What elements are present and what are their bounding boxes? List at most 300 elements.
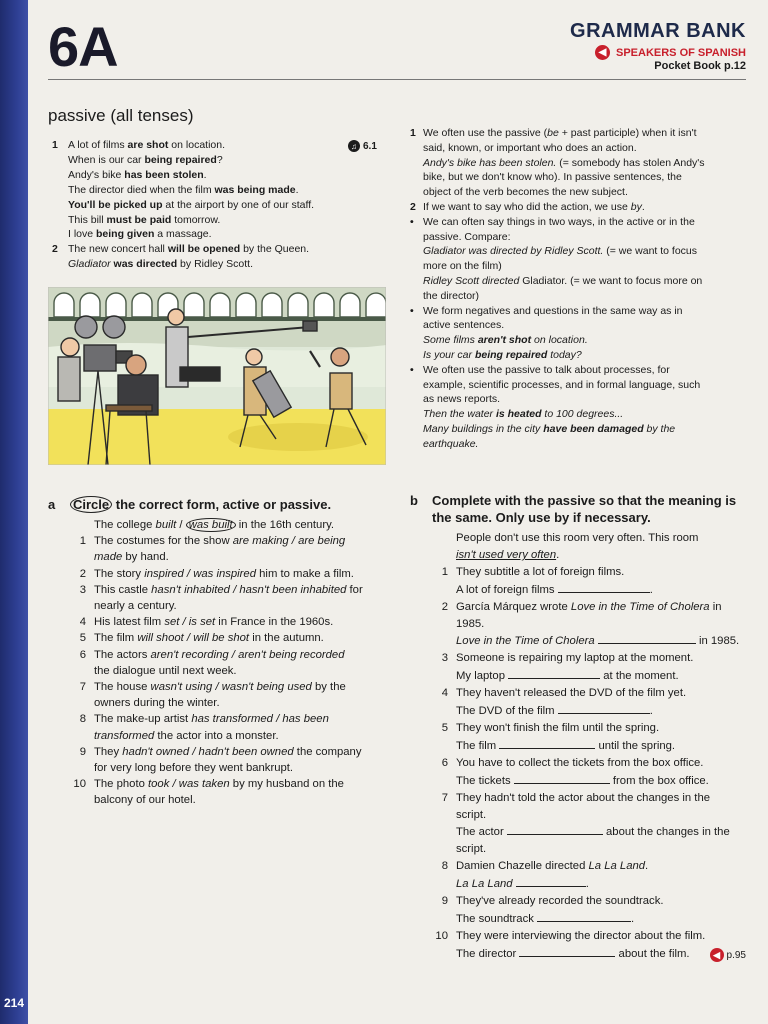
- rule-seg: .: [641, 200, 645, 213]
- exercise-b-answer-suffix: .: [649, 583, 653, 596]
- exercise-b-answer-line: [410, 945, 748, 963]
- exercise-b-item: [410, 685, 748, 702]
- rule-text: [423, 244, 748, 259]
- rule-seg: to 100 degrees...: [541, 408, 624, 421]
- answer-blank[interactable]: [499, 737, 595, 749]
- example-line: [52, 257, 387, 272]
- exercise-b-item: [410, 720, 748, 737]
- exercise-b-example-line: [456, 547, 748, 564]
- exercise-a-item-seg: in the autumn.: [249, 632, 324, 645]
- rule-number: [410, 170, 423, 185]
- exercise-b-item-question: They subtitle a lot of foreign films.: [456, 565, 625, 578]
- exercise-a-item-number: [70, 760, 94, 776]
- exercise-a-item[interactable]: [48, 647, 400, 663]
- audio-track-number: 6.1: [363, 140, 377, 152]
- rule-number: [410, 274, 423, 289]
- exercise-a-example-seg: in the 16th century.: [235, 519, 335, 531]
- exercise-b-example-seg: isn't used very often: [456, 548, 557, 561]
- exercise-a-item-number: 5: [79, 632, 86, 645]
- arrow-left-icon: ◀: [710, 948, 724, 962]
- rule-line: [410, 437, 748, 452]
- exercise-a-item-seg: His latest film: [94, 616, 165, 629]
- exercise-a-item[interactable]: [48, 728, 400, 744]
- exercise-a-item-seg: The photo: [94, 778, 149, 791]
- exercise-a-item[interactable]: [48, 760, 400, 776]
- exercise-b-answer-prefix: The actor: [456, 826, 507, 839]
- exercise-b-item: [410, 858, 748, 875]
- rule-number: [410, 348, 423, 363]
- exercise-b-item-number: 2: [441, 600, 448, 613]
- rule-line: [410, 363, 748, 378]
- rule-text: [423, 437, 748, 452]
- rule-seg: be: [547, 127, 559, 139]
- exercise-a-item[interactable]: [48, 679, 400, 695]
- example-seg: was directed: [110, 258, 178, 271]
- rule-seg: bike, but we don't know who). In passive sentences, the: [423, 171, 682, 184]
- rule-seg: as news reports.: [423, 393, 501, 406]
- page: [28, 0, 768, 1024]
- rule-seg: (= somebody has stolen Andy's: [556, 156, 705, 169]
- book-spine: [0, 0, 28, 1024]
- rule-seg: example, scientific processes, and in formal language, such: [423, 378, 701, 391]
- rule-number: [410, 422, 423, 437]
- example-seg: I love: [68, 228, 97, 241]
- exercise-b-answer-suffix: .: [585, 878, 589, 891]
- page-reference-text: p.95: [726, 949, 746, 961]
- exercise-b-answer-line: [410, 823, 748, 841]
- pocket-book-ref: Pocket Book p.12: [654, 60, 746, 72]
- exercise-a-item-seg: The make-up artist: [94, 713, 192, 726]
- exercise-b-answer-prefix: La La Land: [456, 878, 516, 891]
- exercise-b-answer-line: [410, 910, 748, 928]
- rule-text: [423, 407, 748, 422]
- rule-seg: We can often say things in two ways, in the active or in the: [423, 215, 695, 228]
- rule-seg: We form negatives and questions in the same way as in: [423, 304, 683, 317]
- rule-seg: Ridley Scott directed: [423, 274, 520, 287]
- exercise-b: [410, 492, 748, 963]
- rule-line: [410, 407, 748, 422]
- exercise-a-item-number: 2: [79, 567, 86, 580]
- rule-number: [410, 392, 423, 407]
- exercise-b-answer-prefix: Love in the Time of Cholera: [456, 635, 598, 648]
- unit-number: 6A: [48, 15, 118, 78]
- rule-number: [410, 185, 423, 200]
- exercise-a-item-number: [70, 663, 94, 679]
- exercise-a-item[interactable]: [48, 711, 400, 727]
- exercise-a-item-seg: will shoot / will be shot: [137, 632, 250, 645]
- exercise-a-item-seg: The house: [94, 681, 151, 694]
- exercise-a-item[interactable]: [48, 549, 400, 565]
- exercise-b-item-question-seg: García Márquez wrote: [456, 600, 571, 613]
- exercise-b-item-question: [456, 858, 748, 875]
- exercise-a-item-seg: by my husband on the: [229, 778, 344, 791]
- exercise-b-item-number: 5: [441, 721, 448, 734]
- circle-word: Circle: [70, 496, 112, 513]
- exercise-b-example-seg: .: [556, 548, 560, 561]
- example-seg: has been stolen: [124, 168, 204, 181]
- rule-number: •: [410, 304, 414, 317]
- exercise-b-items: [410, 564, 748, 963]
- exercise-b-item: [410, 755, 748, 772]
- exercise-b-item-question: They won't finish the film until the spring.: [456, 721, 660, 734]
- example-number: [52, 183, 68, 198]
- exercise-a-item-seg: set / is set: [164, 616, 216, 629]
- exercise-a-item-seg: him to make a film.: [256, 567, 354, 580]
- answer-blank[interactable]: [598, 632, 696, 644]
- exercise-a-item-seg: owners during the winter.: [94, 697, 220, 710]
- exercise-a-item-text: [94, 630, 400, 646]
- exercise-b-item: [410, 650, 748, 667]
- example-text: [68, 242, 387, 257]
- rule-seg: We often use the passive (: [423, 127, 548, 139]
- exercise-a-item-seg: balcony of our hotel.: [94, 794, 196, 807]
- exercise-a-example-seg: /: [176, 519, 186, 531]
- example-seg: by the Queen.: [240, 243, 310, 256]
- exercise-a-item-seg: The film: [94, 632, 138, 645]
- exercise-a-item-number: 4: [79, 616, 86, 629]
- exercise-a-item[interactable]: [48, 614, 400, 630]
- rule-line: [410, 156, 748, 171]
- exercise-a-instruction-text: the correct form, active or passive.: [112, 497, 332, 512]
- exercise-a-item[interactable]: [48, 695, 400, 711]
- exercise-b-answer-prefix: A lot of foreign films: [456, 583, 558, 596]
- example-line: [52, 138, 387, 153]
- rule-number: [410, 333, 423, 348]
- rule-number: [410, 318, 423, 333]
- answer-blank[interactable]: [558, 581, 650, 593]
- rule-text: [423, 156, 748, 171]
- example-text: [68, 213, 387, 228]
- example-seg: tomorrow.: [171, 213, 221, 226]
- rule-seg: today?: [547, 348, 582, 361]
- exercise-b-instruction: [432, 492, 736, 526]
- exercise-b-example-line: [456, 530, 748, 547]
- exercise-b-item: [410, 599, 748, 616]
- exercise-b-answer-line: [410, 667, 748, 685]
- exercise-a-item-number: 10: [73, 778, 86, 791]
- rule-number: [410, 156, 423, 171]
- example-seg: by Ridley Scott.: [177, 258, 254, 271]
- exercise-b-item: [410, 790, 748, 807]
- rule-line: [410, 230, 748, 245]
- speakers-of-spanish-label: SPEAKERS OF SPANISH: [616, 46, 746, 59]
- exercise-b-item-question-cont: 1985.: [456, 617, 485, 630]
- exercise-b-item-question-seg: .: [645, 860, 649, 873]
- answer-blank[interactable]: [537, 910, 631, 922]
- exercise-a-item-number: 9: [79, 745, 86, 758]
- exercise-a-item-text: [94, 711, 400, 727]
- example-sentences: [52, 138, 387, 272]
- rule-number: [410, 230, 423, 245]
- rule-seg: earthquake.: [423, 437, 479, 450]
- rule-seg: is heated: [495, 408, 542, 421]
- exercise-b-answer-line: [410, 737, 748, 755]
- exercise-b-example: [410, 530, 748, 564]
- rule-seg: the director): [423, 289, 480, 302]
- grammar-bank-header: [570, 20, 746, 72]
- exercise-b-item-question: They haven't released the DVD of the film yet.: [456, 687, 687, 700]
- exercise-a-item-seg: transformed: [94, 729, 155, 742]
- rule-line: [410, 259, 748, 274]
- exercise-b-instruction-line-2: the same. Only use by if necessary.: [432, 510, 651, 525]
- rule-line: [410, 274, 748, 289]
- exercise-a-item[interactable]: [48, 566, 400, 582]
- example-line: [52, 198, 387, 213]
- example-seg: You'll be picked up: [68, 198, 163, 211]
- rule-line: [410, 333, 748, 348]
- exercise-b-item-question-seg: Damien Chazelle directed: [456, 860, 589, 873]
- rule-text: [423, 185, 748, 200]
- exercise-b-answer-line: [410, 632, 748, 650]
- exercise-a-item-text: [94, 533, 400, 549]
- exercise-a-example-seg: was built: [186, 518, 236, 532]
- exercise-a-item-text: [94, 679, 400, 695]
- example-number: [52, 227, 68, 242]
- rule-text: [423, 200, 748, 215]
- exercise-a-item-number: 8: [79, 713, 86, 726]
- rule-text: [423, 170, 748, 185]
- exercise-a-item-number: [70, 695, 94, 711]
- exercise-a-example: [48, 517, 400, 533]
- exercise-a-item-number: 1: [79, 535, 86, 548]
- page-number: 214: [3, 996, 25, 1010]
- rule-text: [423, 422, 748, 437]
- exercise-b-item-question-seg: in: [709, 600, 722, 613]
- answer-blank[interactable]: [508, 667, 600, 679]
- example-number: [52, 213, 68, 228]
- example-seg: Andy's bike: [68, 168, 125, 181]
- rule-number: [410, 244, 423, 259]
- exercise-b-answer-line: [410, 772, 748, 790]
- example-seg: A lot of films: [68, 139, 128, 151]
- example-number: 2: [52, 243, 58, 256]
- rule-seg: Is your car: [423, 348, 475, 361]
- exercise-a-item-seg: wasn't using / wasn't being used: [150, 681, 312, 694]
- rule-text: [423, 215, 748, 230]
- exercise-b-item-number: 3: [441, 652, 448, 665]
- example-seg: The new concert hall: [68, 243, 168, 256]
- exercise-a-item-seg: aren't recording / aren't being recorded: [150, 648, 345, 661]
- rule-seg: by: [630, 200, 642, 213]
- exercise-b-answer-line: [410, 875, 748, 893]
- exercise-a-item-number: 3: [79, 583, 86, 596]
- exercise-a-item-text: [94, 728, 400, 744]
- exercise-a-item-number: [70, 598, 94, 614]
- page-reference[interactable]: [710, 948, 746, 962]
- exercise-a-item-seg: for very long before they went bankrupt.: [94, 762, 294, 775]
- exercise-a-item-seg: in France in the 1960s.: [215, 616, 334, 629]
- exercise-a-item-seg: The actors: [94, 648, 151, 661]
- exercise-a-item-seg: the dialogue until next week.: [94, 664, 237, 677]
- exercise-a-item-text: [94, 663, 400, 679]
- rule-line: [410, 200, 748, 215]
- exercise-b-answer-suffix: from the box office.: [609, 774, 709, 787]
- example-number: [52, 198, 68, 213]
- example-seg: Gladiator: [68, 258, 111, 271]
- exercise-a-letter: a: [48, 497, 56, 512]
- rule-number: •: [410, 363, 414, 376]
- exercise-a-example-seg: The college: [94, 519, 156, 531]
- example-text: [68, 257, 387, 272]
- rule-line: [410, 170, 748, 185]
- rule-seg: was directed by Ridley Scott.: [468, 245, 604, 258]
- exercise-b-answer-suffix: about the film.: [615, 947, 690, 960]
- exercise-a-item[interactable]: [48, 792, 400, 808]
- rule-text: [423, 126, 748, 141]
- exercise-a-item-number: 6: [79, 648, 86, 661]
- example-text: [68, 198, 387, 213]
- exercise-b-answer-line: [410, 581, 748, 599]
- exercise-a-item-seg: are making / are being: [232, 535, 346, 548]
- exercise-b-item-question-seg: Love in the Time of Cholera: [570, 600, 710, 613]
- example-seg: The director died when the film: [68, 183, 215, 196]
- example-seg: will be opened: [167, 243, 241, 256]
- exercise-a-item-text: [94, 760, 400, 776]
- exercise-a-item[interactable]: [48, 776, 400, 792]
- exercise-b-item-number: 1: [441, 565, 448, 578]
- exercise-b-item-question: They've already recorded the soundtrack.: [456, 895, 664, 908]
- exercise-a-item-text: [94, 695, 400, 711]
- example-seg: a massage.: [154, 228, 212, 241]
- rule-seg: passive. Compare:: [423, 230, 511, 243]
- exercise-b-item-number: 4: [441, 687, 448, 700]
- exercise-a-item[interactable]: [48, 630, 400, 646]
- example-number: [52, 168, 68, 183]
- rule-line: [410, 215, 748, 230]
- exercise-a-item-seg: The story: [94, 567, 145, 580]
- rule-number: [410, 289, 423, 304]
- rule-seg: Andy's bike has been stolen.: [423, 156, 557, 169]
- rule-text: [423, 348, 748, 363]
- exercise-a-item-number: [70, 549, 94, 565]
- rule-seg: on location.: [531, 334, 588, 347]
- exercise-a-item[interactable]: [48, 663, 400, 679]
- rule-seg: Gladiator: [423, 245, 469, 258]
- exercise-b-item-question: Someone is repairing my laptop at the moment.: [456, 652, 694, 665]
- exercise-b-answer-suffix: .: [631, 912, 635, 925]
- exercise-b-answer-suffix: at the moment.: [600, 670, 679, 683]
- example-line: [52, 227, 387, 242]
- rule-seg: Gladiator. (= we want to focus more on: [519, 274, 703, 287]
- exercise-b-item: [410, 893, 748, 910]
- exercise-a-item-number: [70, 728, 94, 744]
- answer-blank[interactable]: [519, 945, 615, 957]
- exercise-b-answer-suffix: .: [649, 705, 653, 718]
- exercise-a-item-seg: by the: [311, 681, 346, 694]
- rule-seg: have been damaged: [543, 422, 644, 435]
- film-set-illustration: [48, 287, 386, 465]
- example-seg: was being made: [214, 183, 296, 196]
- rule-line: [410, 348, 748, 363]
- exercise-b-example-seg: People don't use this room very often. This room: [456, 532, 699, 544]
- rule-number: [410, 141, 423, 156]
- example-seg: being repaired: [144, 153, 217, 166]
- rule-text: [423, 230, 748, 245]
- rule-text: [423, 274, 748, 289]
- exercise-b-item-question: They hadn't told the actor about the changes in the: [456, 791, 711, 804]
- example-seg: .: [295, 183, 299, 196]
- rule-seg: being repaired: [474, 348, 548, 361]
- exercise-b-answer-line: [410, 702, 748, 720]
- rule-seg: Some films: [423, 334, 478, 347]
- rule-number: [410, 378, 423, 393]
- exercise-b-item-number: 8: [441, 860, 448, 873]
- rule-seg: active sentences.: [423, 319, 505, 332]
- example-seg: are shot: [127, 139, 169, 151]
- exercise-b-answer-prefix: The DVD of the film: [456, 705, 558, 718]
- speakers-row: [570, 45, 746, 60]
- exercise-b-item-question-seg: La La Land: [588, 860, 646, 873]
- rule-seg: more on the film): [423, 260, 502, 273]
- exercise-a-item[interactable]: [48, 598, 400, 614]
- example-line: [52, 242, 387, 257]
- rule-number: [410, 437, 423, 452]
- rule-number: [410, 259, 423, 274]
- exercise-a: [48, 496, 400, 809]
- exercise-b-header: [410, 492, 748, 526]
- exercise-a-item-seg: has transformed / has been: [191, 713, 329, 726]
- rule-line: [410, 318, 748, 333]
- exercise-a-item-number: 7: [79, 681, 86, 694]
- rule-number: •: [410, 215, 414, 228]
- audio-icon: ♫: [348, 140, 360, 152]
- example-seg: .: [203, 168, 207, 181]
- exercise-a-items: [48, 533, 400, 808]
- rule-line: [410, 392, 748, 407]
- exercise-a-item-seg: hasn't inhabited / hasn't been inhabited: [151, 583, 347, 596]
- rule-text: [423, 141, 748, 156]
- exercise-a-item-text: [94, 647, 400, 663]
- exercise-b-answer-suffix: until the spring.: [595, 739, 676, 752]
- exercise-a-item-seg: inspired / was inspired: [144, 567, 257, 580]
- answer-blank[interactable]: [514, 772, 610, 784]
- example-seg: This bill: [68, 213, 107, 226]
- rule-text: [423, 333, 748, 348]
- arrow-left-icon: ◀: [595, 45, 610, 60]
- rule-line: [410, 244, 748, 259]
- rule-number: 2: [410, 200, 416, 213]
- rule-seg: object of the verb becomes the new subject.: [423, 186, 628, 199]
- rule-text: [423, 259, 748, 274]
- exercise-a-item[interactable]: [48, 744, 400, 760]
- rule-text: [423, 304, 748, 319]
- exercise-b-item-question-cont: script.: [456, 808, 487, 821]
- rule-text: [423, 392, 748, 407]
- exercise-a-item-seg: nearly a century.: [94, 600, 177, 613]
- example-seg: on location.: [168, 139, 226, 151]
- exercise-b-answer-prefix: My laptop: [456, 670, 509, 683]
- exercise-b-item-question: They were interviewing the director about the film.: [456, 929, 706, 942]
- rule-line: [410, 289, 748, 304]
- rule-seg: + past participle) when it isn't: [558, 127, 697, 139]
- rule-number: [410, 407, 423, 422]
- rule-seg: said, known, or important who does an action.: [423, 141, 637, 154]
- exercise-a-item-text: [94, 582, 400, 598]
- answer-blank[interactable]: [558, 702, 650, 714]
- rule-seg: Then the water: [423, 408, 496, 421]
- answer-blank[interactable]: [516, 875, 586, 887]
- exercise-a-item-seg: They: [94, 745, 123, 758]
- exercise-a-item-seg: by hand.: [122, 551, 169, 564]
- example-number: 1: [52, 139, 58, 151]
- exercise-a-item-text: [94, 614, 400, 630]
- exercise-a-item[interactable]: [48, 582, 400, 598]
- answer-blank[interactable]: [507, 823, 603, 835]
- rule-seg: Many buildings in the city: [423, 422, 544, 435]
- rule-line: [410, 378, 748, 393]
- exercise-a-item[interactable]: [48, 533, 400, 549]
- example-line: [52, 168, 387, 183]
